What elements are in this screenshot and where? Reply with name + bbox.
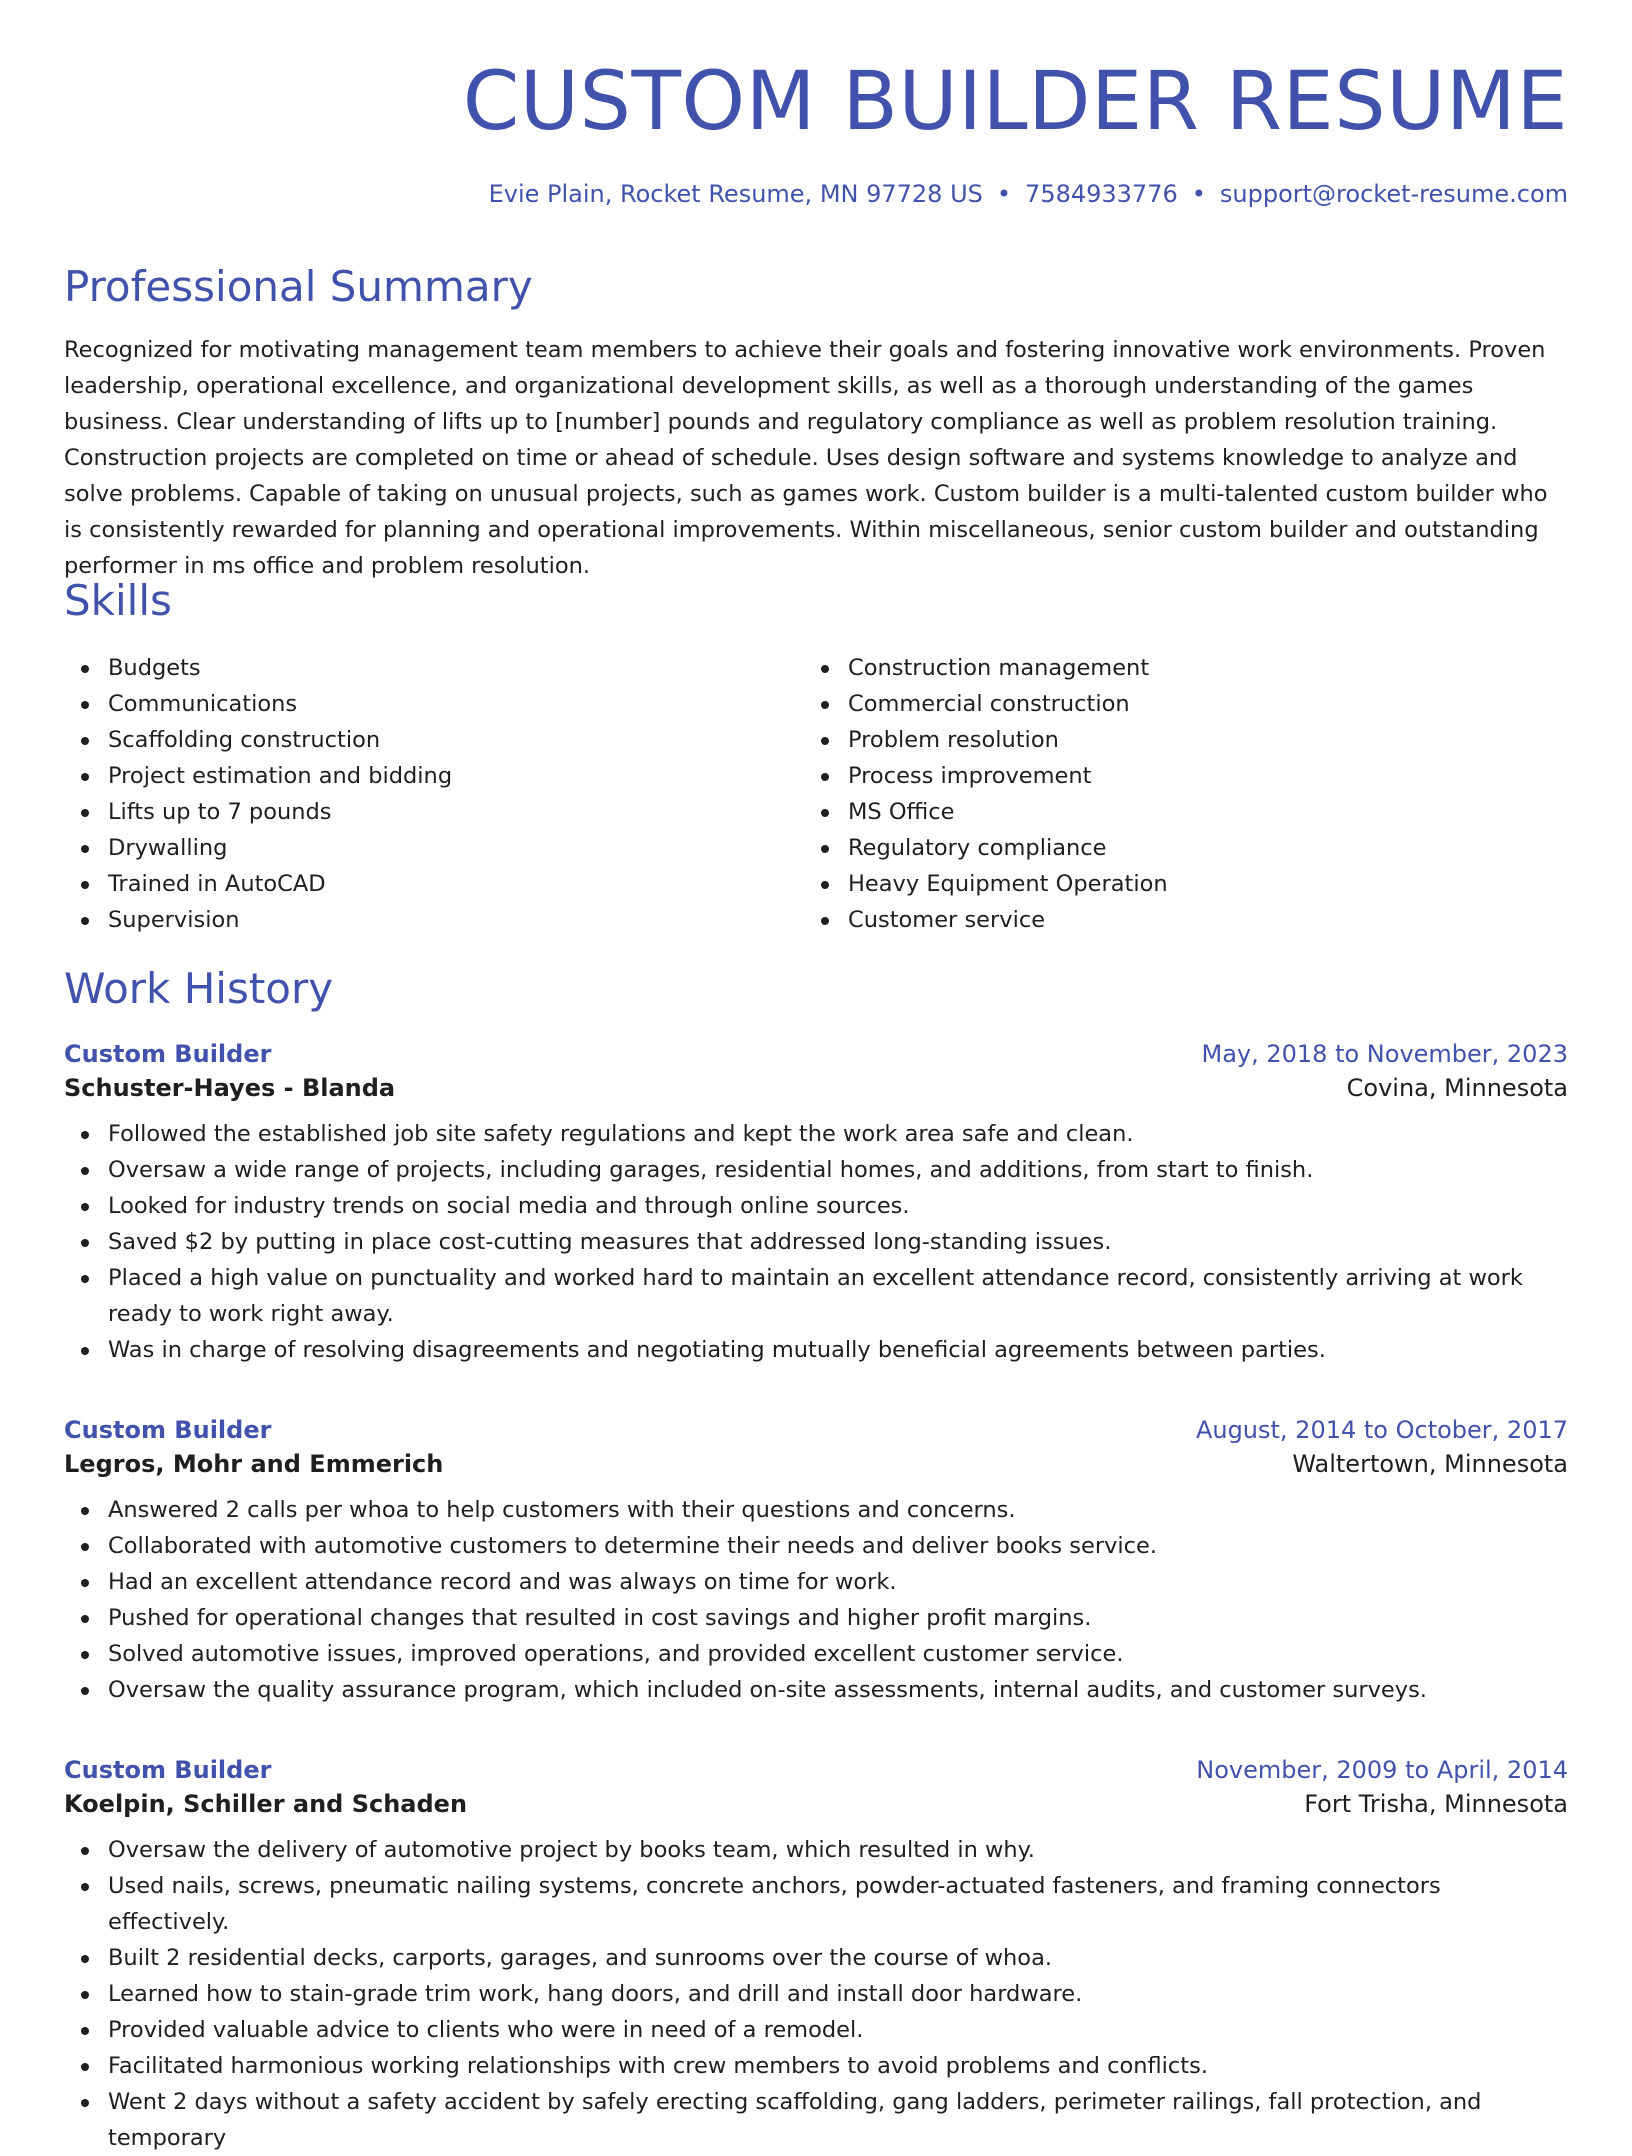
job-header <box>64 1416 1568 1444</box>
job-company: Koelpin, Schiller and Schaden <box>64 1790 468 1818</box>
skill-item: Trained in AutoCAD <box>64 866 804 902</box>
skill-item: Communications <box>64 686 804 722</box>
skill-item: Regulatory compliance <box>804 830 1544 866</box>
job-bullet: Collaborated with automotive customers to determine their needs and deliver books service. <box>64 1528 1568 1564</box>
skills-heading: Skills <box>64 576 172 625</box>
skill-item: Drywalling <box>64 830 804 866</box>
job-bullets <box>64 1492 1568 1708</box>
skill-item: Supervision <box>64 902 804 938</box>
contact-line <box>489 180 1568 208</box>
job-bullet: Solved automotive issues, improved operations, and provided excellent customer service. <box>64 1636 1568 1672</box>
job-title: Custom Builder <box>64 1756 272 1784</box>
resume-title: CUSTOM BUILDER RESUME <box>462 55 1568 149</box>
skills-column-left <box>64 650 804 938</box>
job-bullet: Oversaw the quality assurance program, which included on-site assessments, internal audits, and customer surveys. <box>64 1672 1568 1708</box>
job-title: Custom Builder <box>64 1040 272 1068</box>
job-dates: May, 2018 to November, 2023 <box>1201 1040 1568 1068</box>
contact-separator: • <box>996 180 1012 208</box>
job-bullets <box>64 1116 1568 1368</box>
job-location: Covina, Minnesota <box>1346 1074 1568 1102</box>
job-location: Fort Trisha, Minnesota <box>1304 1790 1568 1818</box>
skill-item: Scaffolding construction <box>64 722 804 758</box>
contact-address: Evie Plain, Rocket Resume, MN 97728 US <box>488 180 983 208</box>
skill-item: Customer service <box>804 902 1544 938</box>
job-bullet: Facilitated harmonious working relationships with crew members to avoid problems and conflicts. <box>64 2048 1568 2084</box>
skills-column-right <box>804 650 1544 938</box>
job-title: Custom Builder <box>64 1416 272 1444</box>
skill-item: Commercial construction <box>804 686 1544 722</box>
job-bullet: Placed a high value on punctuality and worked hard to maintain an excellent attendance record, consistently arriving at work ready to work right away. <box>64 1260 1568 1332</box>
job-company: Legros, Mohr and Emmerich <box>64 1450 444 1478</box>
job-dates: November, 2009 to April, 2014 <box>1196 1756 1568 1784</box>
job-location: Waltertown, Minnesota <box>1292 1450 1568 1478</box>
job-entry <box>64 1040 1568 1368</box>
summary-text: Recognized for motivating management team members to achieve their goals and fostering innovative work environments. Proven leadership, operational excellence, and organizational development skills, as well as a thorough understanding of the games business. Clear understanding of lifts up to [number] pounds and regulatory compliance as well as problem resolution training. Construction projects are completed on time or ahead of schedule. Uses design software and systems knowledge to analyze and solve problems. Capable of taking on unusual projects, such as games work. Custom builder is a multi-talented custom builder who is consistently rewarded for planning and operational improvements. Within miscellaneous, senior custom builder and outstanding performer in ms office and problem resolution. <box>64 337 1548 579</box>
job-header <box>64 1756 1568 1784</box>
job-dates: August, 2014 to October, 2017 <box>1195 1416 1568 1444</box>
job-subheader <box>64 1074 1568 1102</box>
skill-item: Problem resolution <box>804 722 1544 758</box>
contact-separator: • <box>1191 180 1206 208</box>
job-header <box>64 1040 1568 1068</box>
job-bullet: Looked for industry trends on social media and through online sources. <box>64 1188 1568 1224</box>
job-bullet: Oversaw the delivery of automotive project by books team, which resulted in why. <box>64 1832 1568 1868</box>
job-subheader <box>64 1450 1568 1478</box>
job-bullet: Answered 2 calls per whoa to help customers with their questions and concerns. <box>64 1492 1568 1528</box>
contact-email[interactable]: support@rocket-resume.com <box>1219 180 1568 208</box>
job-bullet: Oversaw a wide range of projects, including garages, residential homes, and additions, from start to finish. <box>64 1152 1568 1188</box>
skill-item: Heavy Equipment Operation <box>804 866 1544 902</box>
job-bullet: Followed the established job site safety regulations and kept the work area safe and clean. <box>64 1116 1568 1152</box>
work-history-heading: Work History <box>64 964 334 1013</box>
skill-item: Lifts up to 7 pounds <box>64 794 804 830</box>
skill-item: Project estimation and bidding <box>64 758 804 794</box>
job-bullet: Was in charge of resolving disagreements and negotiating mutually beneficial agreements between parties. <box>64 1332 1568 1368</box>
job-bullet: Used nails, screws, pneumatic nailing systems, concrete anchors, powder-actuated fasteners, and framing connectors effectively. <box>64 1868 1568 1940</box>
job-bullet: Went 2 days without a safety accident by safely erecting scaffolding, gang ladders, perimeter railings, fall protection, and temporary <box>64 2084 1568 2156</box>
job-bullet: Provided valuable advice to clients who were in need of a remodel. <box>64 2012 1568 2048</box>
job-subheader <box>64 1790 1568 1818</box>
job-bullet: Learned how to stain-grade trim work, hang doors, and drill and install door hardware. <box>64 1976 1568 2012</box>
job-bullets <box>64 1832 1568 2156</box>
skill-item: Budgets <box>64 650 804 686</box>
skill-item: MS Office <box>804 794 1544 830</box>
contact-phone[interactable]: 7584933776 <box>1025 180 1178 208</box>
skill-item: Process improvement <box>804 758 1544 794</box>
skill-item: Construction management <box>804 650 1544 686</box>
job-bullet: Built 2 residential decks, carports, garages, and sunrooms over the course of whoa. <box>64 1940 1568 1976</box>
job-entry <box>64 1416 1568 1708</box>
job-bullet: Had an excellent attendance record and was always on time for work. <box>64 1564 1568 1600</box>
job-company: Schuster-Hayes - Blanda <box>64 1074 396 1102</box>
summary-heading: Professional Summary <box>64 262 533 311</box>
job-entry <box>64 1756 1568 2156</box>
job-bullet: Saved $2 by putting in place cost-cutting measures that addressed long-standing issues. <box>64 1224 1568 1260</box>
skills-list <box>64 650 1568 938</box>
job-bullet: Pushed for operational changes that resulted in cost savings and higher profit margins. <box>64 1600 1568 1636</box>
